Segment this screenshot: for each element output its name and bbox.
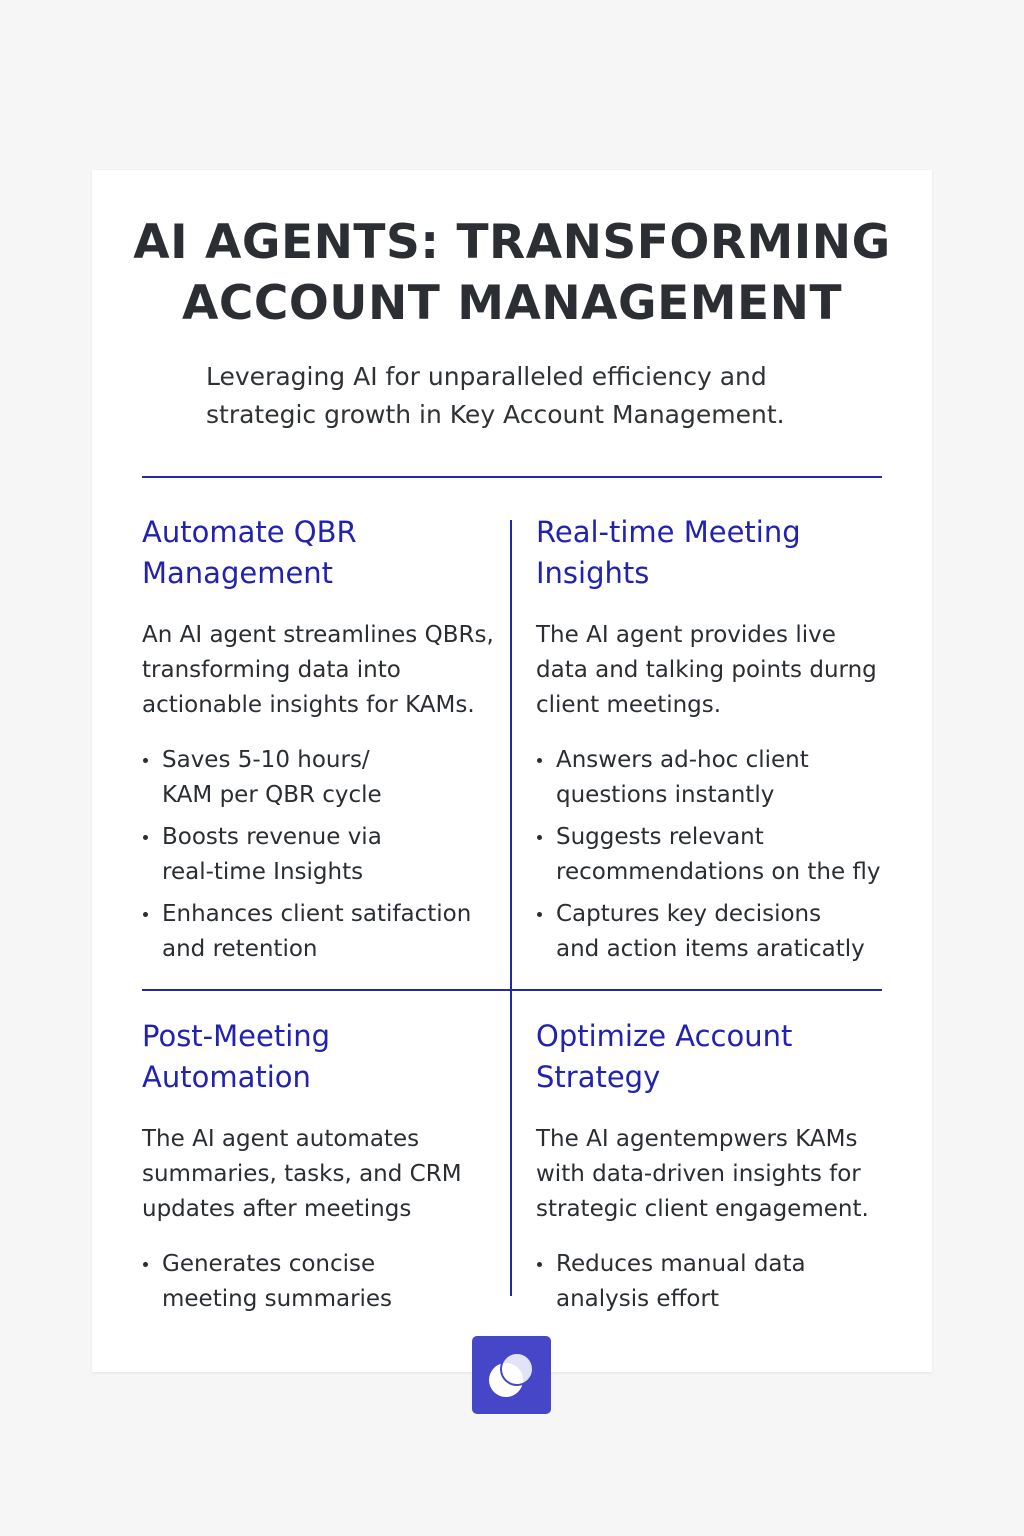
section-title-line: Real-time Meeting (536, 515, 801, 549)
title-line-2: ACCOUNT MANAGEMENT (181, 276, 843, 331)
bullet-item (142, 897, 492, 967)
bullet-item (142, 1247, 492, 1317)
section-description (142, 618, 492, 723)
bullet-line: meeting summaries (162, 1286, 393, 1312)
top-divider (142, 476, 882, 478)
description-line: The AI agent automates (142, 1126, 420, 1152)
bullet-item (536, 743, 886, 813)
section-optimize-strategy (536, 1016, 886, 1324)
description-line: The AI agent provides live (536, 622, 836, 648)
description-line: actionable insights for KAMs. (142, 692, 475, 718)
section-realtime-insights (536, 512, 886, 974)
bullet-line: Generates concise (162, 1251, 376, 1277)
description-line: An AI agent streamlines QBRs, (142, 622, 494, 648)
bullet-line: Answers ad-hoc client (556, 747, 809, 773)
section-title-line: Automate QBR (142, 515, 357, 549)
description-line: updates after meetings (142, 1196, 412, 1222)
section-title (536, 512, 886, 594)
vertical-divider (510, 520, 512, 1296)
description-line: summaries, tasks, and CRM (142, 1161, 462, 1187)
bullet-item (536, 820, 886, 890)
bullet-line: real-time Insights (162, 859, 364, 885)
bullet-list (536, 743, 886, 967)
description-line: transforming data into (142, 657, 401, 683)
bullet-item (536, 1247, 886, 1317)
bullet-line: KAM per QBR cycle (162, 782, 382, 808)
bullet-line: Reduces manual data (556, 1251, 806, 1277)
description-line: client meetings. (536, 692, 722, 718)
description-line: with data-driven insights for (536, 1161, 861, 1187)
bullet-line: Saves 5-10 hours/ (162, 747, 370, 773)
bullet-list (142, 1247, 492, 1317)
bullet-line: and retention (162, 936, 318, 962)
bullet-list (536, 1247, 886, 1317)
bullet-line: and action items araticatly (556, 936, 865, 962)
overlapping-circles-icon (472, 1336, 551, 1414)
section-title-line: Strategy (536, 1060, 661, 1094)
bullet-line: recommendations on the fly (556, 859, 881, 885)
logo-badge (472, 1336, 551, 1414)
middle-divider (142, 989, 882, 991)
section-description (142, 1122, 492, 1227)
section-title-line: Optimize Account (536, 1019, 793, 1053)
section-title (142, 512, 492, 594)
section-description (536, 618, 886, 723)
description-line: The AI agentempwers KAMs (536, 1126, 858, 1152)
description-line: strategic client engagement. (536, 1196, 869, 1222)
section-title-line: Management (142, 556, 334, 590)
subtitle-line-1: Leveraging AI for unparalleled efficiency and (206, 362, 767, 391)
section-title-line: Automation (142, 1060, 311, 1094)
page-title (92, 212, 932, 334)
section-title (536, 1016, 886, 1098)
description-line: data and talking points durng (536, 657, 877, 683)
bullet-list (142, 743, 492, 967)
bullet-item (142, 743, 492, 813)
bullet-item (142, 820, 492, 890)
bullet-line: Enhances client satifaction (162, 901, 472, 927)
bullet-item (536, 897, 886, 967)
section-automate-qbr (142, 512, 492, 974)
section-title-line: Insights (536, 556, 650, 590)
bullet-line: Captures key decisions (556, 901, 822, 927)
title-line-1: AI AGENTS: TRANSFORMING (133, 215, 891, 270)
section-title (142, 1016, 492, 1098)
subtitle (206, 358, 846, 434)
section-title-line: Post-Meeting (142, 1019, 331, 1053)
bullet-line: Suggests relevant (556, 824, 764, 850)
bullet-line: questions instantly (556, 782, 775, 808)
section-description (536, 1122, 886, 1227)
bullet-line: Boosts revenue via (162, 824, 382, 850)
subtitle-line-2: strategic growth in Key Account Management. (206, 400, 785, 429)
infographic-card (92, 170, 932, 1372)
section-post-meeting (142, 1016, 492, 1324)
bullet-line: analysis effort (556, 1286, 719, 1312)
